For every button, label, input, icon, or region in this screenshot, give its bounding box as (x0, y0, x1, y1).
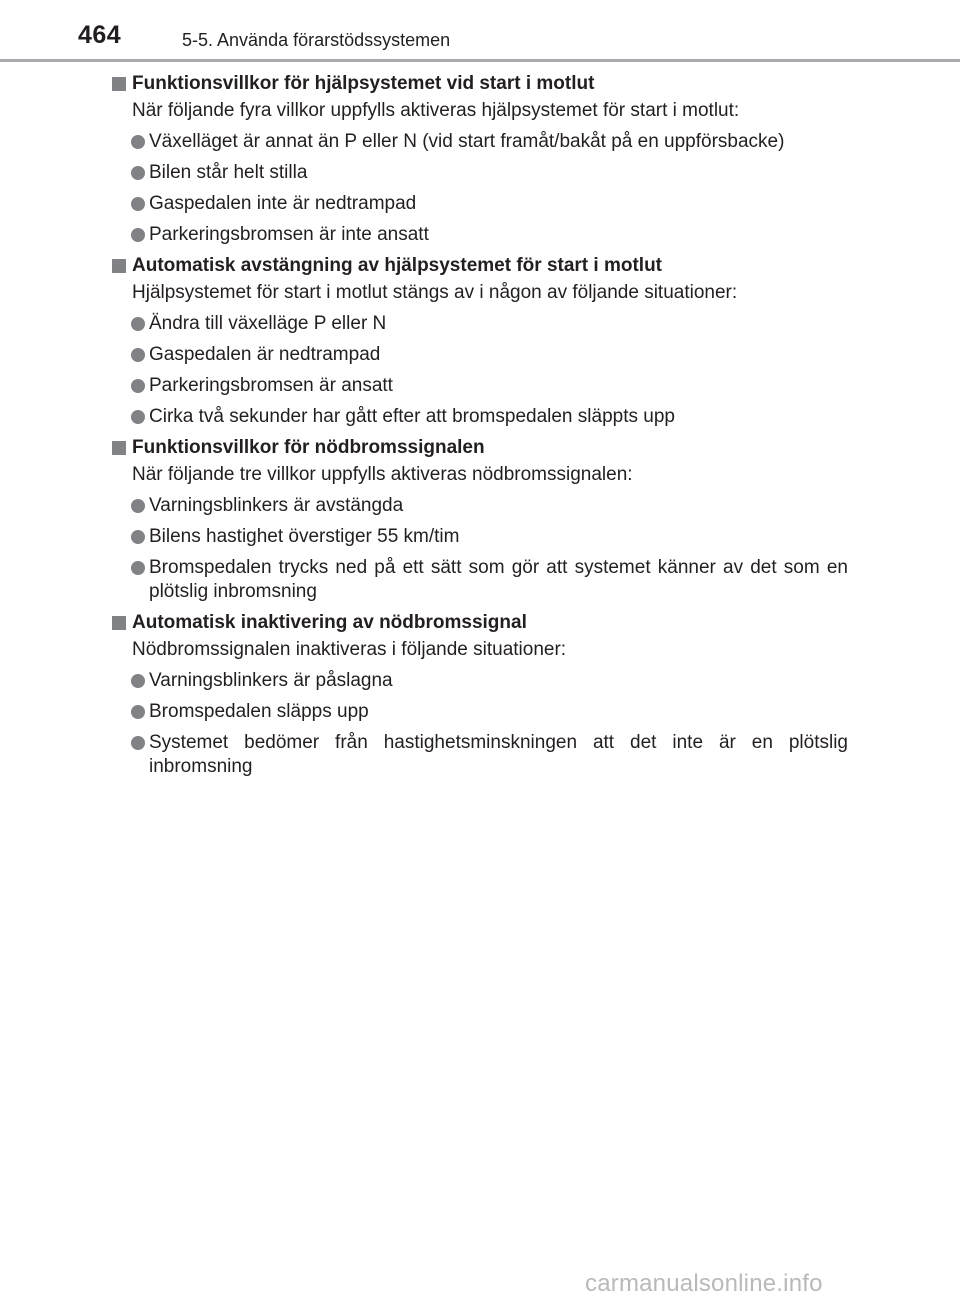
list-item (108, 405, 848, 429)
square-bullet-icon (112, 441, 126, 455)
list-item (108, 525, 848, 549)
circle-bullet-icon (131, 317, 145, 331)
circle-bullet-icon (131, 561, 145, 575)
circle-bullet-icon (131, 166, 145, 180)
list-item (108, 700, 848, 724)
list-item-text: Ändra till växelläge P eller N (149, 313, 387, 334)
list-item-text: Bromspedalen trycks ned på ett sätt som gör att systemet känner av det som en plötslig inbromsning (149, 557, 848, 602)
page-number: 464 (78, 21, 122, 49)
list-item (108, 312, 848, 336)
section-heading-text: Automatisk inaktivering av nödbromssignal (132, 612, 527, 633)
list-item-text: Växelläget är annat än P eller N (vid start framåt/bakåt på en uppförsbacke) (149, 131, 785, 152)
list-item (108, 494, 848, 518)
section-hill-start-conditions (108, 72, 848, 247)
square-bullet-icon (112, 77, 126, 91)
section-heading (108, 436, 848, 463)
circle-bullet-icon (131, 197, 145, 211)
list-item (108, 731, 848, 779)
section-intro: När följande tre villkor uppfylls aktiveras nödbromssignalen: (132, 464, 633, 485)
section-intro: Hjälpsystemet för start i motlut stängs av i någon av följande situationer: (132, 282, 738, 303)
section-heading-text: Funktionsvillkor för nödbromssignalen (132, 437, 485, 458)
circle-bullet-icon (131, 410, 145, 424)
section-intro: När följande fyra villkor uppfylls aktiveras hjälpsystemet för start i motlut: (132, 100, 740, 121)
circle-bullet-icon (131, 379, 145, 393)
list-item (108, 223, 848, 247)
chapter-title: 5-5. Använda förarstödssystemen (182, 30, 451, 50)
section-heading-text: Automatisk avstängning av hjälpsystemet för start i motlut (132, 255, 662, 276)
list-item (108, 343, 848, 367)
square-bullet-icon (112, 616, 126, 630)
list-item-text: Gaspedalen inte är nedtrampad (149, 193, 417, 214)
section-heading (108, 72, 848, 99)
list-item-text: Cirka två sekunder har gått efter att bromspedalen släppts upp (149, 406, 675, 427)
circle-bullet-icon (131, 705, 145, 719)
list-item-text: Gaspedalen är nedtrampad (149, 344, 381, 365)
section-intro: Nödbromssignalen inaktiveras i följande situationer: (132, 639, 567, 660)
page-content (108, 72, 848, 786)
list-item (108, 669, 848, 693)
circle-bullet-icon (131, 736, 145, 750)
list-item-text: Bromspedalen släpps upp (149, 701, 369, 722)
section-heading-text: Funktionsvillkor för hjälpsystemet vid start i motlut (132, 73, 595, 94)
list-item-text: Bilens hastighet överstiger 55 km/tim (149, 526, 460, 547)
list-item (108, 161, 848, 185)
list-item (108, 130, 848, 154)
circle-bullet-icon (131, 674, 145, 688)
circle-bullet-icon (131, 228, 145, 242)
page-header (0, 0, 960, 64)
list-item-text: Systemet bedömer från hastighetsminskningen att det inte är en plötslig inbromsning (149, 732, 848, 777)
list-item-text: Varningsblinkers är påslagna (149, 670, 393, 691)
list-item-text: Bilen står helt stilla (149, 162, 308, 183)
circle-bullet-icon (131, 135, 145, 149)
list-item (108, 374, 848, 398)
list-item-text: Varningsblinkers är avstängda (149, 495, 404, 516)
list-item-text: Parkeringsbromsen är inte ansatt (149, 224, 429, 245)
section-hill-start-auto-off (108, 254, 848, 429)
circle-bullet-icon (131, 499, 145, 513)
section-heading (108, 254, 848, 281)
section-emergency-brake-signal-conditions (108, 436, 848, 604)
list-item-text: Parkeringsbromsen är ansatt (149, 375, 393, 396)
watermark: carmanualsonline.info (585, 1270, 823, 1297)
section-emergency-brake-signal-auto-off (108, 611, 848, 779)
circle-bullet-icon (131, 348, 145, 362)
list-item (108, 556, 848, 604)
section-heading (108, 611, 848, 638)
list-item (108, 192, 848, 216)
square-bullet-icon (112, 259, 126, 273)
circle-bullet-icon (131, 530, 145, 544)
header-divider (0, 59, 960, 62)
